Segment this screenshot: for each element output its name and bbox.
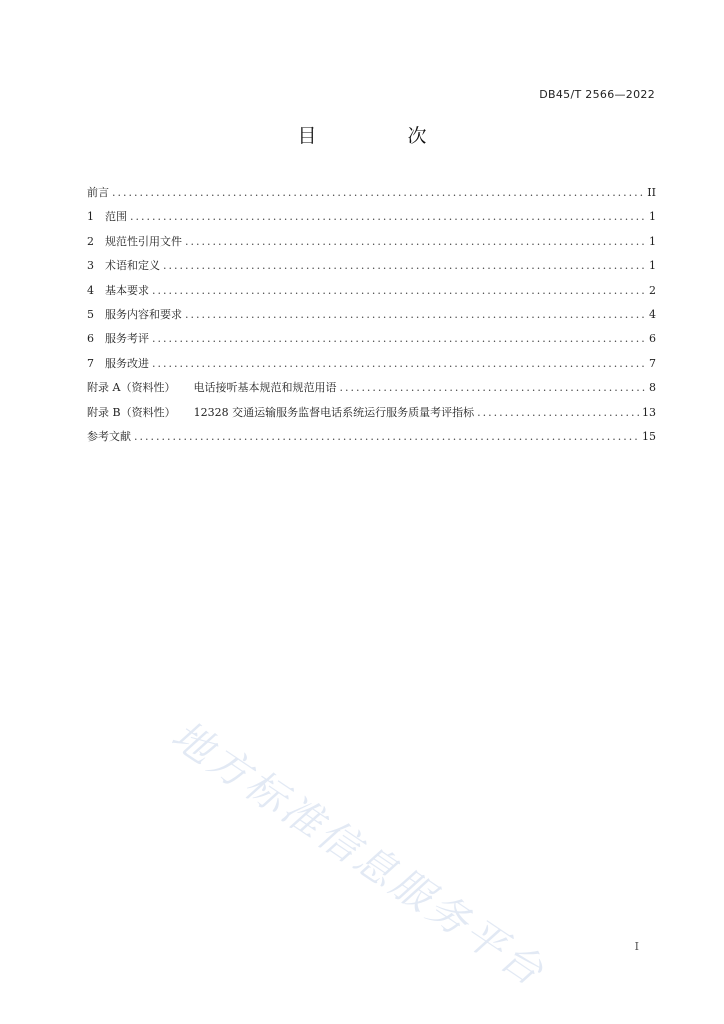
- toc-leader-dots: [134, 430, 639, 443]
- toc-leader-dots: [130, 210, 646, 223]
- toc-leader-dots: [163, 259, 646, 272]
- toc-entry-label: 前言: [87, 186, 109, 199]
- toc-entry-bibliography[interactable]: [87, 428, 656, 452]
- toc-entry-basic-requirements[interactable]: [87, 282, 656, 306]
- toc-title: 目 次: [297, 125, 463, 147]
- toc-leader-dots: [152, 284, 646, 297]
- toc-entry-label: 服务改进: [105, 356, 149, 370]
- toc-leader-dots: [152, 332, 646, 345]
- toc-entry-page: 4: [649, 307, 656, 321]
- toc-entry-scope[interactable]: [87, 208, 656, 232]
- watermark: 地方标准信息服务平台: [163, 712, 554, 997]
- toc-entry-page: 8: [649, 381, 656, 395]
- toc-entry-label: 基本要求: [105, 283, 149, 297]
- toc-entry-label: 规范性引用文件: [105, 234, 182, 248]
- toc-entry-label: 术语和定义: [105, 259, 160, 273]
- toc-entry-page: II: [647, 186, 656, 199]
- toc-leader-dots: [152, 357, 646, 370]
- toc-entry-label: 范围: [105, 210, 127, 224]
- toc-entry-page: 7: [649, 356, 656, 370]
- toc-entry-label: 参考文献: [87, 429, 131, 443]
- toc-entry-label: 附录 B（资料性）: [87, 405, 176, 419]
- toc-entry-label: 服务考评: [105, 332, 149, 346]
- toc-entry-page: 6: [649, 332, 656, 346]
- toc-entry-page: 2: [649, 283, 656, 297]
- toc-entry-normative-references[interactable]: [87, 233, 656, 257]
- toc-entry-number: 7: [87, 356, 94, 370]
- toc-entry-number: 3: [87, 259, 94, 273]
- toc-entry-service-content[interactable]: [87, 306, 656, 330]
- document-code: DB45/T 2566—2022: [539, 88, 655, 101]
- toc-entry-number: 1: [87, 210, 94, 224]
- toc-entry-page: 13: [642, 405, 656, 419]
- toc-entry-appendix-b[interactable]: [87, 404, 656, 428]
- toc-entry-subtitle: 电话接听基本规范和规范用语: [193, 381, 337, 395]
- toc-leader-dots: [112, 186, 644, 199]
- table-of-contents: [87, 184, 656, 452]
- toc-entry-number: 5: [87, 307, 94, 321]
- toc-leader-dots: [339, 381, 646, 394]
- toc-entry-number: 4: [87, 283, 94, 297]
- toc-entry-label: 附录 A（资料性）: [87, 381, 176, 395]
- toc-entry-page: 1: [649, 210, 656, 224]
- toc-entry-foreword[interactable]: [87, 184, 656, 208]
- toc-entry-service-evaluation[interactable]: [87, 330, 656, 354]
- toc-entry-page: 1: [649, 259, 656, 273]
- toc-entry-appendix-a[interactable]: [87, 379, 656, 403]
- toc-leader-dots: [185, 308, 646, 321]
- toc-entry-page: 1: [649, 234, 656, 248]
- toc-entry-number: 2: [87, 234, 94, 248]
- toc-entry-page: 15: [642, 429, 656, 443]
- toc-entry-service-improvement[interactable]: [87, 355, 656, 379]
- toc-entry-label: 服务内容和要求: [105, 307, 182, 321]
- toc-entry-number: 6: [87, 332, 94, 346]
- toc-leader-dots: [477, 406, 639, 419]
- toc-entry-subtitle: 12328 交通运输服务监督电话系统运行服务质量考评指标: [193, 405, 475, 419]
- toc-entry-terms-definitions[interactable]: [87, 257, 656, 281]
- page-number: I: [634, 940, 639, 953]
- toc-leader-dots: [185, 235, 646, 248]
